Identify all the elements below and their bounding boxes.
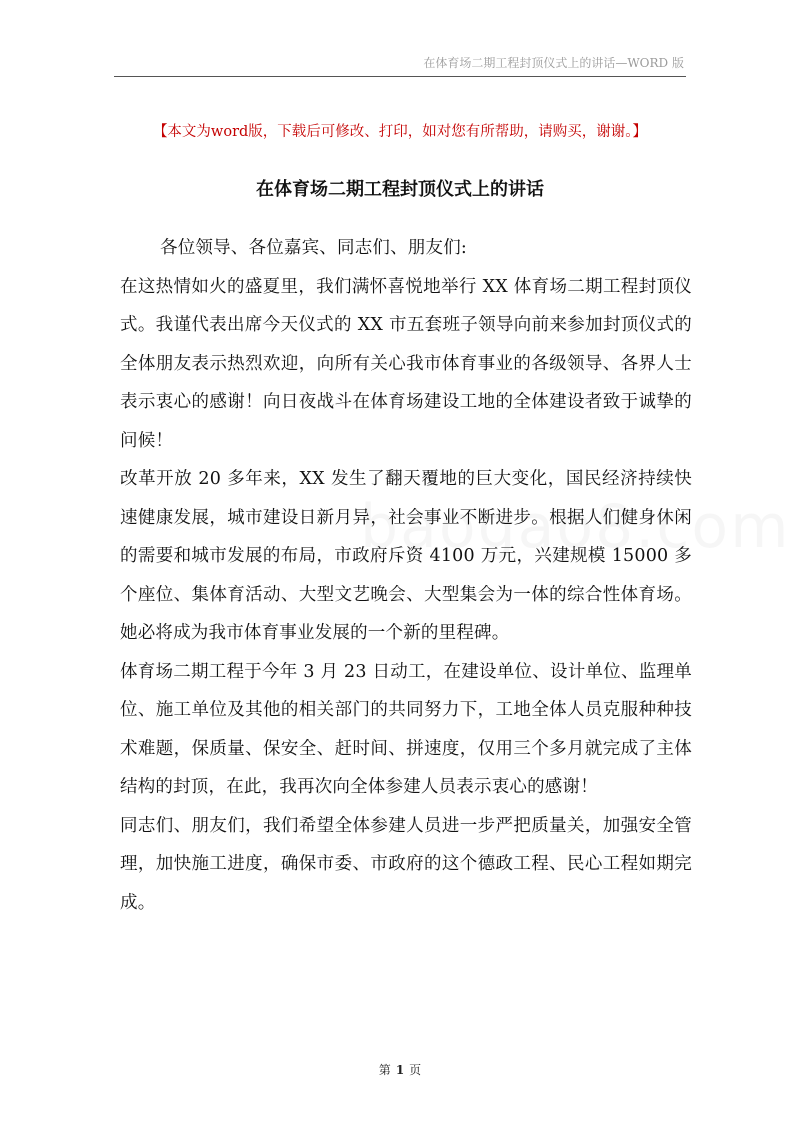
header-divider — [114, 76, 686, 77]
page-prefix: 第 — [378, 1063, 391, 1077]
paragraph-4: 同志们、朋友们，我们希望全体参建人员进一步严把质量关，加强安全管理，加快施工进度，确保市委、市政府的这个德政工程、民心工程如期完成。 — [120, 815, 692, 913]
paragraph-3: 体育场二期工程于今年 3 月 23 日动工，在建设单位、设计单位、监理单位、施工单位及其他的相关部门的共同努力下，工地全体人员克服种种技术难题，保质量、保安全、赶时间、拼速度，仅用三个多月就完成了主体结构的封顶，在此，我再次向全体参建人员表示衷心的感谢！ — [120, 661, 692, 797]
document-title: 在体育场二期工程封顶仪式上的讲话 — [256, 179, 544, 200]
paragraph-2: 改革开放 20 多年来，XX 发生了翻天覆地的巨大变化，国民经济持续快速健康发展，城市建设日新月异，社会事业不断进步。根据人们健身休闲的需要和城市发展的布局，市政府斥资 4100 万元，兴建规模 15000 多个座位、集体育活动、大型文艺晚会、大型集会为一体的综合性体育场。她必将成为我市体育事业发展的一个新的里程碑。 — [120, 469, 692, 643]
page-footer — [0, 1061, 800, 1078]
document-body — [120, 229, 692, 922]
page-number: 1 — [395, 1063, 405, 1077]
running-header: 在体育场二期工程封顶仪式上的讲话—WORD 版 — [423, 56, 684, 70]
download-notice: 【本文为word版，下载后可修改、打印，如对您有所帮助，请购买，谢谢。】 — [152, 124, 648, 140]
paragraph-1: 在这热情如火的盛夏里，我们满怀喜悦地举行 XX 体育场二期工程封顶仪式。我谨代表出席今天仪式的 XX 市五套班子领导向前来参加封顶仪式的全体朋友表示热烈欢迎，向所有关心我市体育事业的各级领导、各界人士表示衷心的感谢！向日夜战斗在体育场建设工地的全体建设者致于诚挚的问候！ — [120, 276, 692, 451]
greeting-line: 各位领导、各位嘉宾、同志们、朋友们: — [160, 238, 467, 258]
page-suffix: 页 — [409, 1063, 422, 1077]
